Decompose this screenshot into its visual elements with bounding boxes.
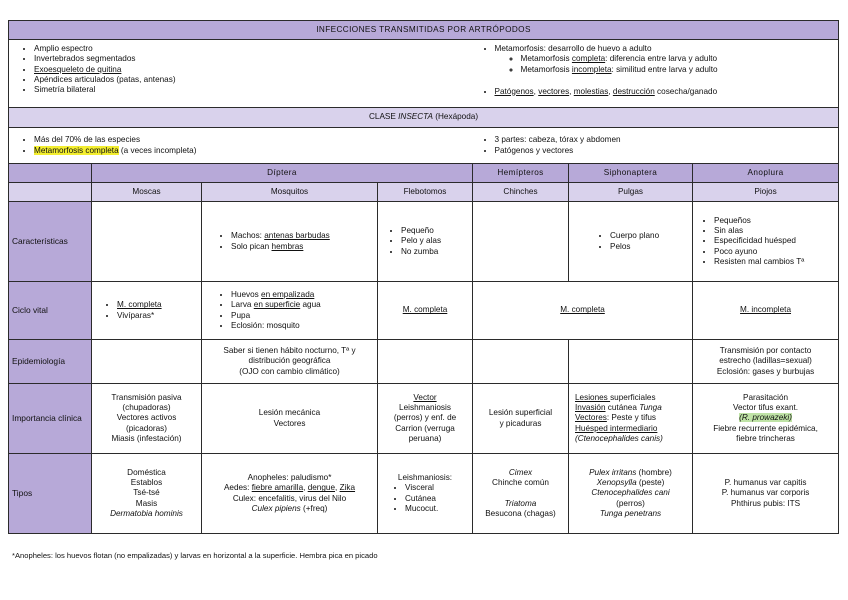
text-line: (chupadoras)	[122, 403, 171, 413]
cell	[473, 340, 569, 384]
text-line: Anopheles: paludismo*	[247, 473, 332, 482]
text-line: Chinche común	[492, 478, 549, 488]
cell-pulgas	[569, 384, 693, 454]
order-hemipteros: Hemípteros	[473, 164, 569, 183]
text-line: Saber si tienen hábito nocturno, Tª y	[223, 346, 356, 356]
list-item: • Pequeños	[714, 216, 835, 226]
clase-item: • Patógenos y vectores	[495, 146, 836, 156]
cell-chinches	[473, 454, 569, 534]
text-line: (R. prowazeki)	[739, 413, 792, 423]
cell	[473, 202, 569, 282]
metamorfosis-sub: ◦ Metamorfosis completa: diferencia entre larva y adulto	[521, 54, 836, 64]
cell	[92, 340, 202, 384]
cell-piojos	[693, 454, 839, 534]
cell-piojos: M. incompleta	[693, 282, 839, 340]
text-line: Ctenocephalides cani	[591, 488, 670, 498]
row-label-epidemio: Epidemiología	[9, 340, 92, 384]
cell-piojos	[693, 384, 839, 454]
text-line: (perros) y enf. de	[393, 413, 457, 423]
text-line: Transmisión por contacto	[719, 346, 812, 356]
arthropod-table	[8, 20, 839, 534]
metamorfosis-item: • Metamorfosis: desarrollo de huevo a adulto	[495, 44, 836, 54]
group-pulgas: Pulgas	[569, 183, 693, 202]
list-item: • Pelos	[610, 242, 689, 252]
corner-cell	[9, 164, 92, 183]
text-line: Vectores	[273, 418, 306, 428]
cell-mosquitos	[202, 282, 378, 340]
text-line: Besucona (chagas)	[485, 508, 556, 518]
order-siphonaptera: Siphonaptera	[569, 164, 693, 183]
list-item: • Pelo y alas	[401, 236, 469, 246]
table-title: INFECCIONES TRANSMITIDAS POR ARTRÓPODOS	[9, 21, 839, 40]
row-label-importancia: Importancia clínica	[9, 384, 92, 454]
list-item: • Pupa	[231, 311, 374, 321]
text-line: Transmisión pasiva	[111, 392, 182, 402]
list-item: • Vivíparas*	[117, 311, 198, 321]
text-line: Miasis (infestación)	[111, 433, 182, 443]
cell-chinches	[473, 384, 569, 454]
text-line: Lesiones superficiales	[575, 392, 656, 402]
cell	[378, 340, 473, 384]
impact-item: • Patógenos, vectores, molestias, destrucción cosecha/ganado	[495, 87, 836, 97]
clase-insecta-header: CLASE INSECTA (Hexápoda)	[9, 108, 839, 128]
cell-chinches-pulgas: M. completa	[473, 282, 693, 340]
cell-mosquitos	[202, 384, 378, 454]
cell-mosquitos	[202, 454, 378, 534]
text-line: Leishmaniosis	[399, 403, 451, 413]
clase-left	[9, 128, 473, 164]
text-line: Fiebre recurrente epidémica,	[713, 423, 818, 433]
list-item: • Mucocut.	[405, 504, 469, 514]
text-line: Aedes: fiebre amarilla, dengue, Zika	[223, 483, 356, 493]
cell-flebotomos	[378, 202, 473, 282]
metamorfosis-sub: ◦ Metamorfosis incompleta: similitud entre larva y adulto	[521, 65, 836, 75]
row-label-caracteristicas: Características	[9, 202, 92, 282]
text-line: Tsé-tsé	[133, 488, 160, 498]
clase-item: • Metamorfosis completa (a veces incompleta)	[34, 146, 470, 156]
list-item: • No zumba	[401, 247, 469, 257]
text-line: Triatoma	[504, 498, 537, 508]
clase-right	[473, 128, 839, 164]
group-moscas: Moscas	[92, 183, 202, 202]
cell	[92, 202, 202, 282]
text-line: Vector tifus exant.	[732, 403, 799, 413]
footnote: *Anopheles: los huevos flotan (no empalizadas) y larvas en horizontal a la superficie. Hembra pica en picado	[12, 551, 378, 560]
row-label-tipos: Tipos	[9, 454, 92, 534]
group-flebotomos: Flebotomos	[378, 183, 473, 202]
text-line: distribución geográfica	[248, 356, 331, 366]
cell-pulgas	[569, 202, 693, 282]
order-anoplura: Anoplura	[693, 164, 839, 183]
text-line: Huésped intermediario	[575, 423, 658, 433]
cell-pulgas	[569, 454, 693, 534]
text-line: Vector	[413, 392, 437, 402]
text-line: Phthirus pubis: ITS	[730, 498, 801, 508]
text-line: Tunga penetrans	[599, 508, 662, 518]
general-left	[9, 40, 473, 108]
general-right	[473, 40, 839, 108]
text-line: Lesión mecánica	[258, 408, 321, 418]
cell-flebotomos	[378, 454, 473, 534]
cell-moscas	[92, 454, 202, 534]
cell-piojos	[693, 202, 839, 282]
list-item: • Especificidad huésped	[714, 236, 835, 246]
cell-mosquitos	[202, 202, 378, 282]
text-line: Establos	[130, 478, 163, 488]
cell-flebotomos: M. completa	[378, 282, 473, 340]
general-item: • Invertebrados segmentados	[34, 54, 470, 64]
text-line: fiebre trincheras	[736, 433, 795, 443]
cell-moscas	[92, 384, 202, 454]
list-item: • Larva en superficie agua	[231, 300, 374, 310]
text-line: Culex: encefalitis, virus del Nilo	[232, 493, 347, 503]
text-line: Vectores activos	[116, 413, 177, 423]
general-item: • Exoesqueleto de quitina	[34, 65, 470, 75]
text-line: Cimex	[508, 467, 533, 477]
general-item: • Amplio espectro	[34, 44, 470, 54]
text-line: (OJO con cambio climático)	[239, 366, 340, 376]
list-item: • Sin alas	[714, 226, 835, 236]
list-item: • Eclosión: mosquito	[231, 321, 374, 331]
text-line: estrecho (ladillas=sexual)	[719, 356, 812, 366]
text-line: P. humanus var corporis	[721, 488, 810, 498]
order-diptera: Díptera	[92, 164, 473, 183]
group-mosquitos: Mosquitos	[202, 183, 378, 202]
row-label-ciclo: Ciclo vital	[9, 282, 92, 340]
text-line: Dermatobia hominis	[110, 508, 183, 518]
text-line: Masis	[135, 498, 158, 508]
list-item: • Resisten mal cambios Tª	[714, 257, 835, 267]
list-item: • Solo pican hembras	[231, 242, 374, 252]
group-chinches: Chinches	[473, 183, 569, 202]
text-line: Doméstica	[127, 467, 166, 477]
text-line: Eclosión: gases y burbujas	[716, 366, 815, 376]
cell-piojos	[693, 340, 839, 384]
clase-item: • Más del 70% de las especies	[34, 135, 470, 145]
cell	[569, 340, 693, 384]
text-line: Xenopsylla (peste)	[596, 478, 665, 488]
list-item: • Cutánea	[405, 494, 469, 504]
text-line: Invasión cutánea Tunga	[575, 403, 662, 413]
text-line: P. humanus var capitis	[724, 478, 807, 488]
text-line: Culex pipiens (+freq)	[251, 503, 328, 513]
text-line: Parasitación	[743, 392, 789, 402]
text-line: Lesión superficial	[488, 408, 553, 418]
group-piojos: Piojos	[693, 183, 839, 202]
list-item: • Cuerpo plano	[610, 231, 689, 241]
text-line: peruana)	[408, 433, 442, 443]
text-line: (picadoras)	[126, 423, 167, 433]
list-item: • Machos: antenas barbudas	[231, 231, 374, 241]
cell-flebotomos	[378, 384, 473, 454]
general-item: • Simetría bilateral	[34, 85, 470, 95]
text-line: y picaduras	[499, 418, 542, 428]
corner-cell	[9, 183, 92, 202]
text-line: Vectores: Peste y tifus	[575, 413, 657, 423]
clase-item: • 3 partes: cabeza, tórax y abdomen	[495, 135, 836, 145]
list-item: • Pequeño	[401, 226, 469, 236]
text-line: Pulex irritans (hombre)	[589, 467, 672, 477]
list-item: • Visceral	[405, 483, 469, 493]
text-line	[476, 488, 565, 498]
text-line: (Ctenocephalides canis)	[575, 433, 663, 443]
general-item: • Apéndices articulados (patas, antenas)	[34, 75, 470, 85]
text-line: (perros)	[616, 498, 645, 508]
cell-mosquitos	[202, 340, 378, 384]
cell-moscas	[92, 282, 202, 340]
text-line: Leishmaniosis:	[397, 473, 453, 482]
list-item: • Huevos en empalizada	[231, 290, 374, 300]
text-line: Carrion (verruga	[395, 423, 455, 433]
list-item: • Poco ayuno	[714, 247, 835, 257]
list-item: • M. completa	[117, 300, 198, 310]
